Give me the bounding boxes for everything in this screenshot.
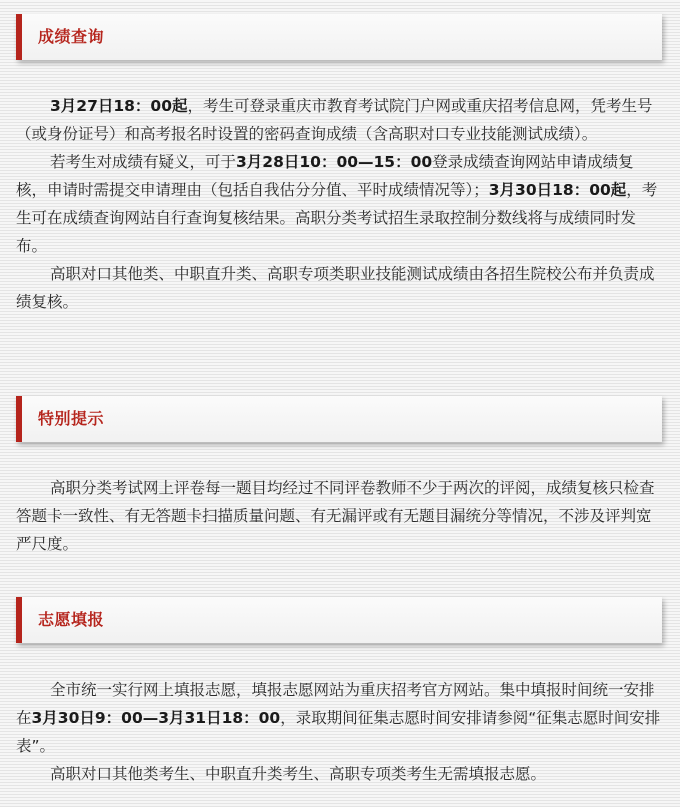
paragraph [16, 676, 664, 760]
section-body-special-notice [16, 474, 664, 558]
section-header-application [16, 597, 662, 643]
paragraph-text: ，考生可登录重庆市教育考试院门户网或重庆招考信息网，凭考生号（或身份证号）和高考报名时设置的密码查询成绩（含高职对口专业技能测试成绩）。 [16, 97, 653, 143]
paragraph-text: ，录取期间征集志愿时间安排请参阅“征集志愿时间安排表”。 [16, 709, 661, 755]
section-title: 志愿填报 [38, 610, 105, 629]
paragraph [16, 148, 664, 260]
paragraph [16, 92, 664, 148]
date-highlight: 3月30日9：00—3月31日18：00 [31, 709, 281, 727]
paragraph [16, 260, 664, 316]
section-header-score-query [16, 14, 662, 60]
paragraph-text: ，考生可在成绩查询网站自行查询复核结果。高职分类考试招生录取控制分数线将与成绩同时发布。 [16, 181, 658, 255]
paragraph-text: 若考生对成绩有疑义，可于 [50, 153, 237, 171]
section-header-special-notice [16, 396, 662, 442]
accent-bar [16, 396, 22, 442]
paragraph-text: 高职对口其他类、中职直升类、高职专项类职业技能测试成绩由各招生院校公布并负责成绩复核。 [16, 265, 655, 311]
paragraph-text: 全市统一实行网上填报志愿，填报志愿网站为重庆招考官方网站。集中填报时间统一安排在 [16, 681, 655, 727]
paragraph-text: 高职对口其他类考生、中职直升类考生、高职专项类考生无需填报志愿。 [50, 765, 547, 783]
paragraph [16, 474, 664, 558]
section-title: 特别提示 [38, 409, 105, 428]
section-body-score-query [16, 92, 664, 316]
paragraph-text: 登录成绩查询网站申请成绩复核，申请时需提交申请理由（包括自我估分分值、平时成绩情况等）； [16, 153, 634, 199]
paragraph [16, 760, 664, 788]
paragraph-text: 高职分类考试网上评卷每一题目均经过不同评卷教师不少于两次的评阅，成绩复核只检查答题卡一致性、有无答题卡扫描质量问题、有无漏评或有无题目漏统分等情况，不涉及评判宽严尺度。 [16, 479, 655, 553]
date-highlight: 3月28日10：00—15：00 [236, 153, 433, 171]
section-title: 成绩查询 [38, 27, 105, 46]
section-body-application [16, 676, 664, 788]
accent-bar [16, 597, 22, 643]
accent-bar [16, 14, 22, 60]
date-highlight: 3月30日18：00起 [488, 181, 627, 199]
date-highlight: 3月27日18：00起 [50, 97, 188, 115]
